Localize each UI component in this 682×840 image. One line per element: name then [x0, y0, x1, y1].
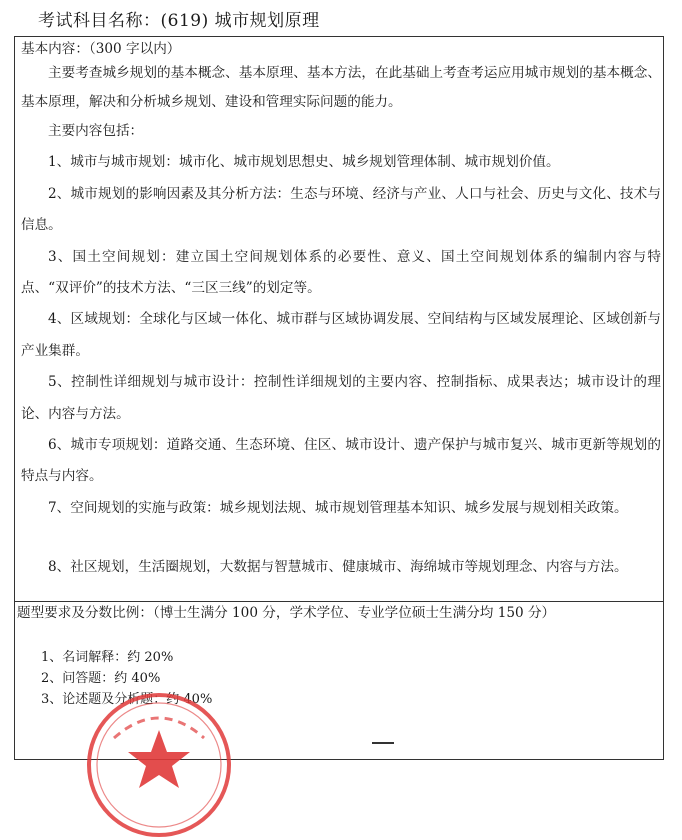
content-item: 7、空间规划的实施与政策：城乡规划法规、城市规划管理基本知识、城乡发展与规划相关政策。 [48, 499, 628, 516]
intro-paragraph: 主要考查城乡规划的基本概念、基本原理、基本方法，在此基础上考查考运应用城市规划的基本概念、基本原理，解决和分析城乡规划、建设和管理实际问题的能力。 [21, 65, 661, 110]
list-heading: 主要内容包括： [48, 123, 144, 139]
question-types-section [15, 603, 663, 707]
content-item: 5、控制性详细规划与城市设计：控制性详细规划的主要内容、控制指标、成果表达；城市设计的理论、内容与方法。 [21, 374, 661, 422]
ratio-item: 2、问答题：约 40% [41, 671, 161, 686]
content-item: 6、城市专项规划：道路交通、生态环境、住区、城市设计、遗产保护与城市复兴、城市更新等规划的特点与内容。 [21, 436, 661, 485]
section-divider [15, 601, 663, 602]
content-item: 2、城市规划的影响因素及其分析方法：生态与环境、经济与产业、人口与社会、历史与文化、技术与信息。 [21, 185, 661, 234]
content-item: 4、区域规划：全球化与区域一体化、城市群与区域协调发展、空间结构与区域发展理论、区域创新与产业集群。 [21, 311, 661, 359]
ratio-item: 3、论述题及分析题：约 40% [41, 692, 213, 707]
basic-content-heading: 基本内容：（300 字以内） [21, 41, 181, 57]
star-icon [128, 730, 190, 788]
content-item: 8、社区规划，生活圈规划，大数据与智慧城市、健康城市、海绵城市等规划理念、内容与方法。 [48, 558, 628, 575]
question-types-heading: 题型要求及分数比例：（博士生满分 100 分，学术学位、专业学位硕士生满分均 150 分） [17, 605, 556, 621]
content-item: 1、城市与城市规划：城市化、城市规划思想史、城乡规划管理体制、城市规划价值。 [48, 154, 560, 171]
subject-title: 考试科目名称：(619) 城市规划原理 [38, 11, 320, 31]
official-seal [84, 690, 234, 840]
content-box [14, 36, 664, 760]
ratio-item: 1、名词解释：约 20% [41, 650, 174, 665]
basic-content-section [21, 39, 661, 579]
content-item: 3、国土空间规划：建立国土空间规划体系的必要性、意义、国土空间规划体系的编制内容与特点、“双评价”的技术方法、“三区三线”的划定等。 [21, 248, 661, 296]
pen-mark [372, 742, 394, 744]
